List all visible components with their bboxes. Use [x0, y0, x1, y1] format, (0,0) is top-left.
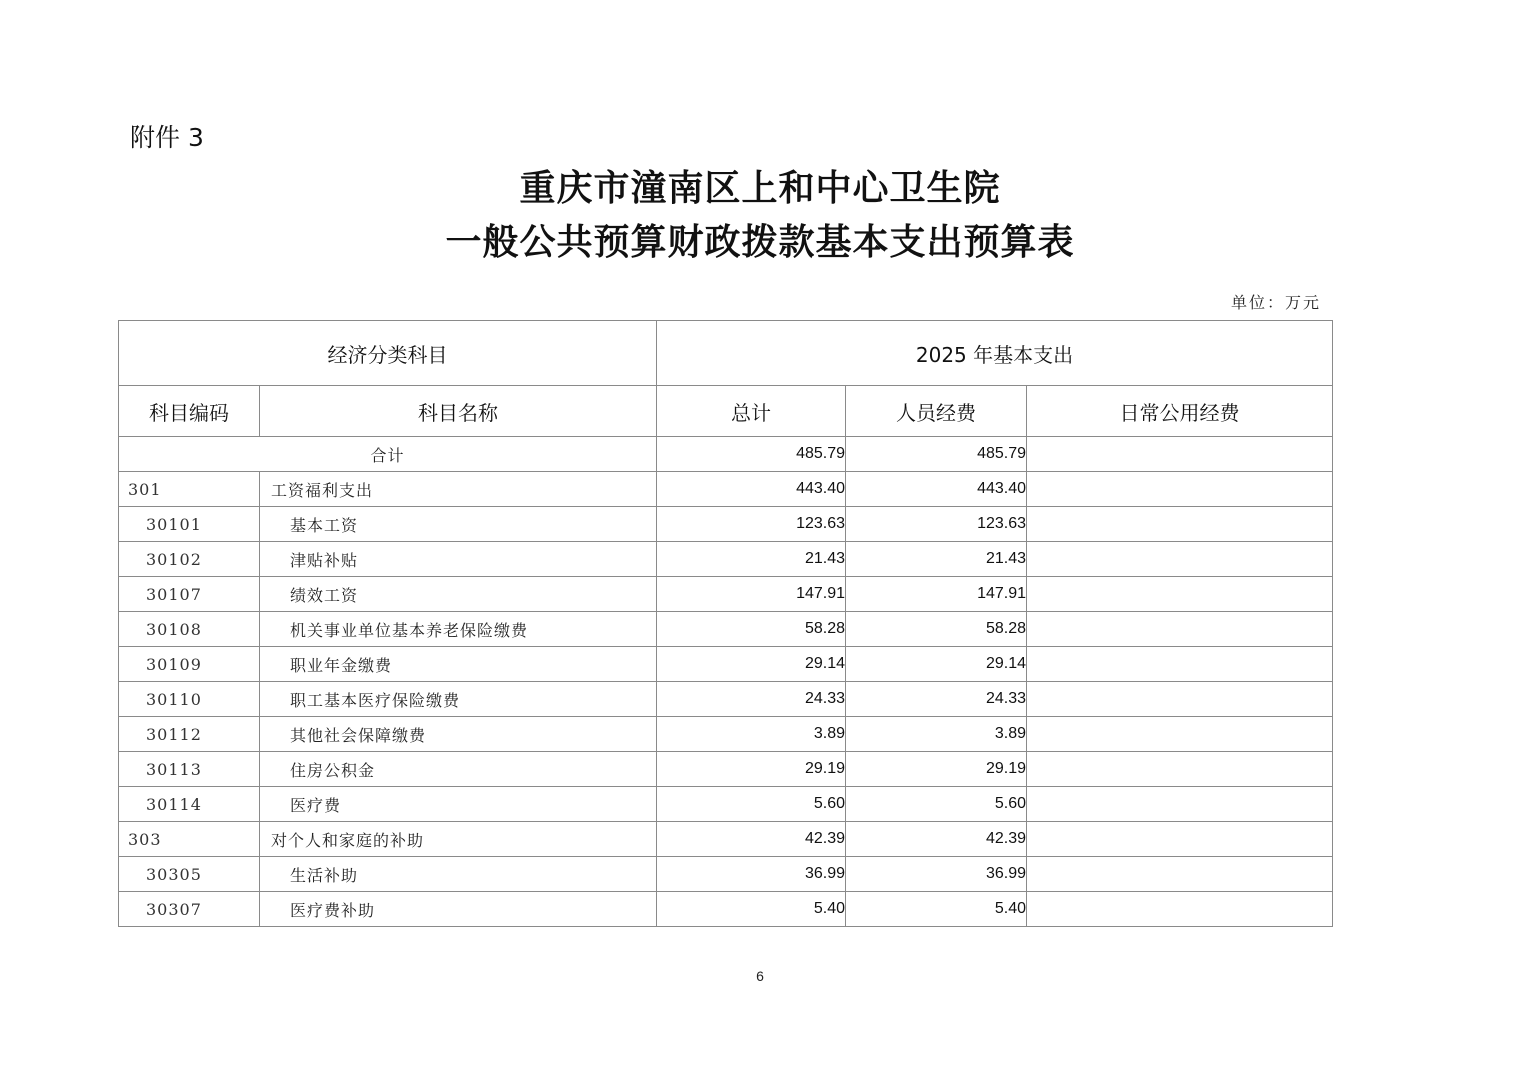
row-total: 42.39: [657, 822, 846, 857]
total-row-label: 合计: [119, 437, 657, 472]
row-personnel: 29.19: [846, 752, 1027, 787]
row-public: [1027, 717, 1333, 752]
row-total: 24.33: [657, 682, 846, 717]
row-code: 30112: [119, 717, 260, 752]
row-name: 基本工资: [260, 507, 657, 542]
row-personnel: 58.28: [846, 612, 1027, 647]
row-public: [1027, 752, 1333, 787]
document-title-line2: 一般公共预算财政拨款基本支出预算表: [445, 221, 1075, 263]
header-name: 科目名称: [260, 386, 657, 437]
row-code: 30113: [119, 752, 260, 787]
row-personnel: 21.43: [846, 542, 1027, 577]
table-row: [119, 507, 1333, 542]
table-row: [119, 822, 1333, 857]
row-total: 58.28: [657, 612, 846, 647]
row-public: [1027, 822, 1333, 857]
row-public: [1027, 857, 1333, 892]
table-row: [119, 857, 1333, 892]
header-year-expense: 2025 年基本支出: [657, 321, 1333, 386]
row-personnel: 147.91: [846, 577, 1027, 612]
row-code: 301: [119, 472, 260, 507]
row-total: 5.60: [657, 787, 846, 822]
page-number: 6: [756, 968, 764, 984]
row-code: 30305: [119, 857, 260, 892]
row-personnel: 443.40: [846, 472, 1027, 507]
header-code: 科目编码: [119, 386, 260, 437]
row-code: 30109: [119, 647, 260, 682]
attachment-label: 附件 3: [130, 123, 204, 152]
row-code: 30108: [119, 612, 260, 647]
row-name: 医疗费补助: [260, 892, 657, 927]
row-code: 30107: [119, 577, 260, 612]
table-row: [119, 612, 1333, 647]
row-name: 住房公积金: [260, 752, 657, 787]
table-row: [119, 682, 1333, 717]
table-row: [119, 577, 1333, 612]
total-row: [119, 437, 1333, 472]
row-total: 36.99: [657, 857, 846, 892]
row-personnel: 5.60: [846, 787, 1027, 822]
row-name: 职业年金缴费: [260, 647, 657, 682]
table-row: [119, 717, 1333, 752]
row-name: 工资福利支出: [260, 472, 657, 507]
row-total: 21.43: [657, 542, 846, 577]
unit-label: 单位：万元: [1230, 293, 1321, 312]
total-row-public: [1027, 437, 1333, 472]
row-name: 津贴补贴: [260, 542, 657, 577]
row-name: 对个人和家庭的补助: [260, 822, 657, 857]
total-row-total: 485.79: [657, 437, 846, 472]
row-public: [1027, 472, 1333, 507]
row-public: [1027, 507, 1333, 542]
row-name: 机关事业单位基本养老保险缴费: [260, 612, 657, 647]
row-personnel: 24.33: [846, 682, 1027, 717]
row-public: [1027, 577, 1333, 612]
row-code: 30102: [119, 542, 260, 577]
row-public: [1027, 787, 1333, 822]
row-code: 30114: [119, 787, 260, 822]
row-total: 147.91: [657, 577, 846, 612]
total-row-personnel: 485.79: [846, 437, 1027, 472]
row-public: [1027, 892, 1333, 927]
row-name: 职工基本医疗保险缴费: [260, 682, 657, 717]
table-row: [119, 472, 1333, 507]
budget-table: [118, 320, 1333, 927]
row-total: 3.89: [657, 717, 846, 752]
row-public: [1027, 682, 1333, 717]
header-public: 日常公用经费: [1027, 386, 1333, 437]
table-row: [119, 752, 1333, 787]
row-total: 29.19: [657, 752, 846, 787]
row-total: 5.40: [657, 892, 846, 927]
document-title-line1: 重庆市潼南区上和中心卫生院: [519, 167, 1001, 209]
header-econ-class: 经济分类科目: [119, 321, 657, 386]
row-code: 30307: [119, 892, 260, 927]
row-total: 443.40: [657, 472, 846, 507]
table-row: [119, 892, 1333, 927]
header-total: 总计: [657, 386, 846, 437]
row-public: [1027, 612, 1333, 647]
row-total: 123.63: [657, 507, 846, 542]
row-personnel: 36.99: [846, 857, 1027, 892]
row-personnel: 3.89: [846, 717, 1027, 752]
table-row: [119, 647, 1333, 682]
row-name: 其他社会保障缴费: [260, 717, 657, 752]
table-row: [119, 542, 1333, 577]
table-row: [119, 787, 1333, 822]
row-code: 30110: [119, 682, 260, 717]
row-public: [1027, 542, 1333, 577]
header-personnel: 人员经费: [846, 386, 1027, 437]
row-name: 绩效工资: [260, 577, 657, 612]
row-name: 医疗费: [260, 787, 657, 822]
row-code: 30101: [119, 507, 260, 542]
row-name: 生活补助: [260, 857, 657, 892]
row-total: 29.14: [657, 647, 846, 682]
row-public: [1027, 647, 1333, 682]
row-personnel: 29.14: [846, 647, 1027, 682]
row-code: 303: [119, 822, 260, 857]
row-personnel: 123.63: [846, 507, 1027, 542]
row-personnel: 42.39: [846, 822, 1027, 857]
row-personnel: 5.40: [846, 892, 1027, 927]
